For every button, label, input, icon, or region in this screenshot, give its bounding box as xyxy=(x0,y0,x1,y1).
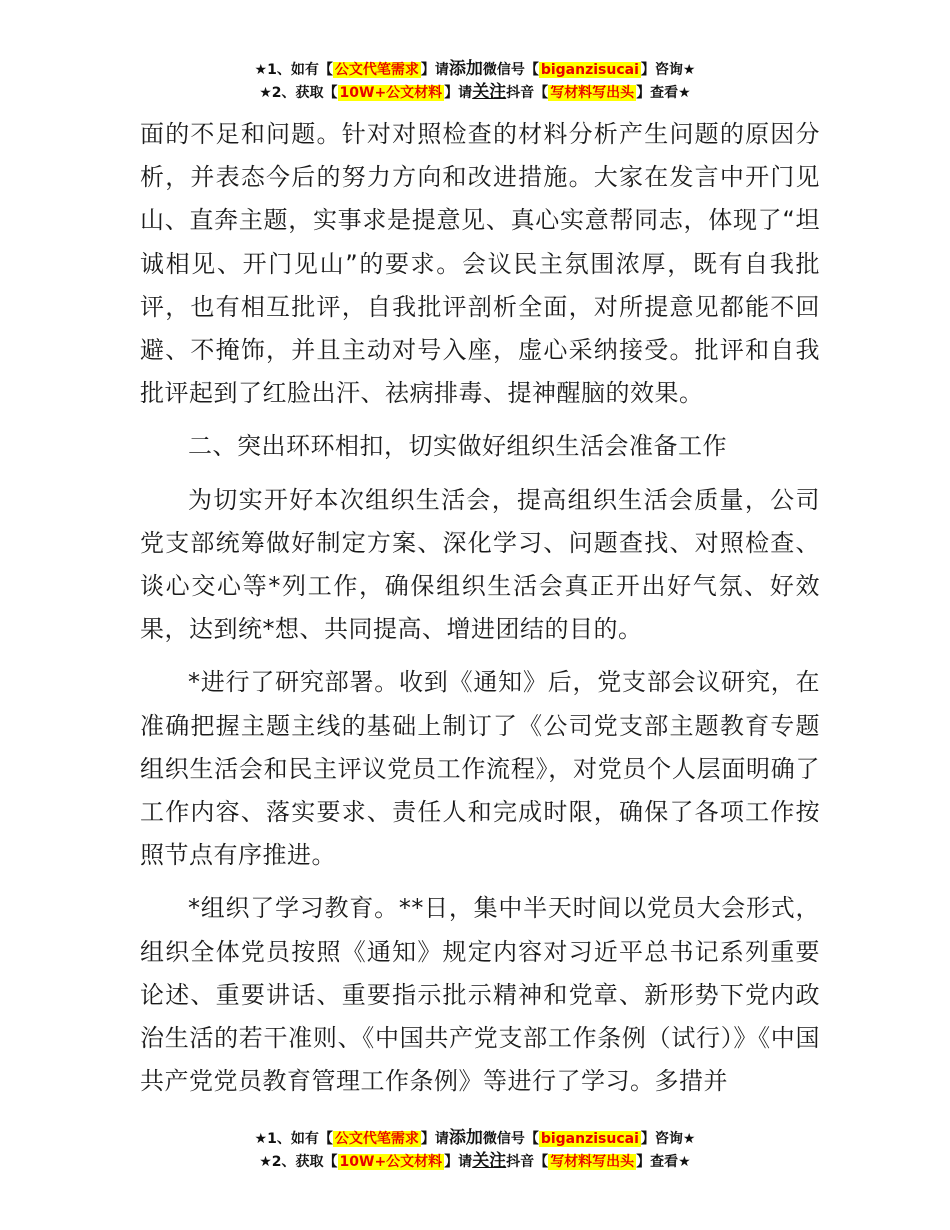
banner-line-1: ★1、如有【 公文代笔需求 】请添加微信号【 biganzisucai 】咨询★ xyxy=(254,59,696,79)
banner-douyin-id: 写材料写出头 xyxy=(550,1154,635,1170)
banner-highlight: 公文代笔需求 xyxy=(334,62,419,78)
banner-highlight: 10W+公文材料 xyxy=(339,1154,443,1170)
banner-line-2: ★2、获取【 10W+公文材料 】请关注抖音【 写材料写出头 】查看★ xyxy=(259,1151,691,1171)
header-banner xyxy=(0,58,950,104)
banner-wechat-id: biganzisucai xyxy=(540,1131,639,1147)
paragraph: 为切实开好本次组织生活会，提高组织生活会质量，公司党支部统筹做好制定方案、深化学习、问题查找、对照检查、谈心交心等*列工作，确保组织生活会真正开出好气氛、好效果，达到统*想、共同提高、增进团结的目的。 xyxy=(140,485,820,644)
paragraph-continued: 面的不足和问题。针对对照检查的材料分析产生问题的原因分析，并表态今后的努力方向和改进措施。大家在发言中开门见山、直奔主题，实事求是提意见、真心实意帮同志，体现了“坦诚相见、开门见山”的要求。会议民主氛围浓厚，既有自我批评，也有相互批评，自我批评剖析全面，对所提意见都能不回避、不掩饰，并且主动对号入座，虚心采纳接受。批评和自我批评起到了红脸出汗、祛病排毒、提神醒脑的效果。 xyxy=(140,120,820,408)
banner-line-2: ★2、获取【 10W+公文材料 】请关注抖音【 写材料写出头 】查看★ xyxy=(259,82,691,102)
banner-highlight: 公文代笔需求 xyxy=(334,1131,419,1147)
footer-banner xyxy=(0,1127,950,1173)
banner-line-1: ★1、如有【 公文代笔需求 】请添加微信号【 biganzisucai 】咨询★ xyxy=(254,1128,696,1148)
banner-douyin-id: 写材料写出头 xyxy=(550,85,635,101)
paragraph: *组织了学习教育。**日，集中半天时间以党员大会形式，组织全体党员按照《通知》规定内容对习近平总书记系列重要论述、重要讲话、重要指示批示精神和党章、新形势下党内政治生活的若干准则、《中国共产党支部工作条例（试行）》《中国共产党党员教育管理工作条例》等进行了学习。多措并 xyxy=(140,894,820,1096)
document-body xyxy=(140,113,820,1103)
banner-wechat-id: biganzisucai xyxy=(540,62,639,78)
banner-highlight: 10W+公文材料 xyxy=(339,85,443,101)
paragraph: *进行了研究部署。收到《通知》后，党支部会议研究，在准确把握主题主线的基础上制订了《公司党支部主题教育专题组织生活会和民主评议党员工作流程》，对党员个人层面明确了工作内容、落实要求、责任人和完成时限，确保了各项工作按照节点有序推进。 xyxy=(140,668,820,870)
section-heading: 二、突出环环相扣，切实做好组织生活会准备工作 xyxy=(188,432,727,461)
